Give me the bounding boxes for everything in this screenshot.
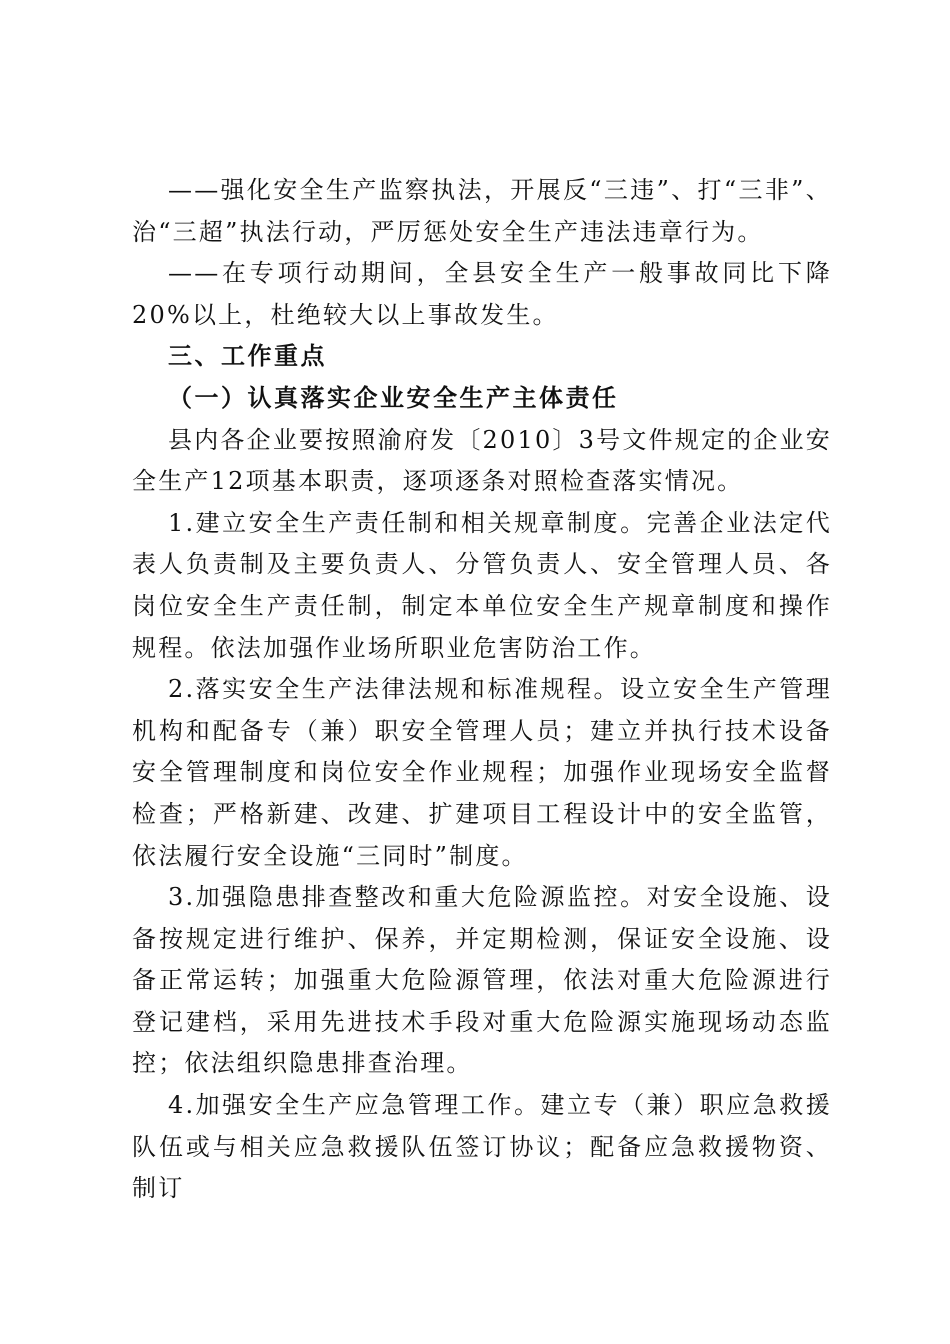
paragraph-item-4: 4.加强安全生产应急管理工作。建立专（兼）职应急救援队伍或与相关应急救援队伍签订协议；配备应急救援物资、制订: [132, 1091, 832, 1203]
paragraph-item-1: 1.建立安全生产责任制和相关规章制度。完善企业法定代表人负责制及主要负责人、分管负责人、安全管理人员、各岗位安全生产责任制，制定本单位安全生产规章制度和操作规程。依法加强作业场所职业危害防治工作。: [132, 508, 832, 662]
subsection-heading: （一）认真落实企业安全生产主体责任: [168, 383, 619, 412]
paragraph-accident-target: ——在专项行动期间，全县安全生产一般事故同比下降20%以上，杜绝较大以上事故发生。: [132, 259, 832, 329]
paragraph-enterprise-duties: 县内各企业要按照渝府发〔2010〕3号文件规定的企业安全生产12项基本职责，逐项逐条对照检查落实情况。: [132, 425, 832, 496]
paragraph-item-3: 3.加强隐患排查整改和重大危险源监控。对安全设施、设备按规定进行维护、保养，并定期检测，保证安全设施、设备正常运转；加强重大危险源管理，依法对重大危险源进行登记建档，采用先进技术手段对重大危险源实施现场动态监控；依法组织隐患排查治理。: [132, 883, 832, 1078]
section-heading: 三、工作重点: [168, 342, 327, 371]
paragraph-item-2: 2.落实安全生产法律法规和标准规程。设立安全生产管理机构和配备专（兼）职安全管理人员；建立并执行技术设备安全管理制度和岗位安全作业规程；加强作业现场安全监督检查；严格新建、改建、扩建项目工程设计中的安全监管，依法履行安全设施“三同时”制度。: [132, 675, 832, 870]
document-page: [132, 170, 832, 1210]
paragraph-enforcement: ——强化安全生产监察执法，开展反“三违”、打“三非”、治“三超”执法行动，严厉惩处安全生产违法违章行为。: [132, 176, 832, 246]
